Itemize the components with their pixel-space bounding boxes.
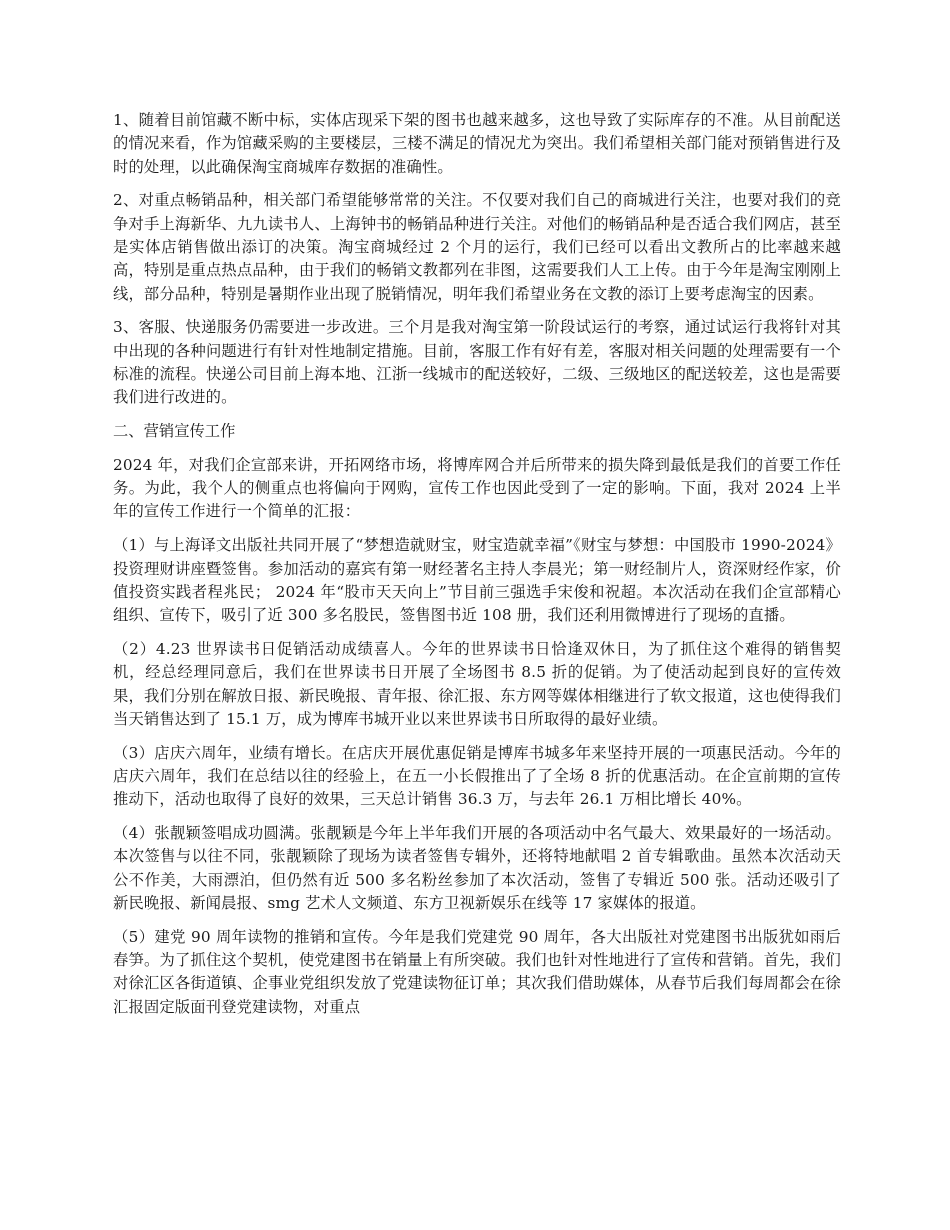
paragraph-item-3-anniversary: （3）店庆六周年，业绩有增长。在店庆开展优惠促销是博库书城多年来坚持开展的一项惠民活动。今年的店庆六周年，我们在总结以往的经验上，在五一小长假推出了了全场 8 折的优惠活动。在企宣前期的宣传推动下，活动也取得了良好的效果，三天总计销售 36.3 万，与去年 26.1 万相比增长 40%。: [113, 743, 841, 809]
paragraph-item-1-finance-lecture: （1）与上海译文出版社共同开展了“梦想造就财宝，财宝造就幸福”《财宝与梦想：中国股市 1990-2024》投资理财讲座暨签售。参加活动的嘉宾有第一财经著名主持人李晨光；第一财经制片人，资深财经作家，价值投资实践者程兆民； 2024 年“股市天天向上”节目前三强选手宋俊和祝超。本次活动在我们企宣部精心组织、宣传下，吸引了近 300 多名股民，签售图书近 108 册，我们还利用微博进行了现场的直播。: [113, 536, 841, 625]
paragraph-service-improvement: 3、客服、快递服务仍需要进一步改进。三个月是我对淘宝第一阶段试运行的考察，通过试运行我将针对其中出现的各种问题进行有针对性地制定措施。目前，客服工作有好有差，客服对相关问题的处理需要有一个标准的流程。快递公司目前上海本地、江浙一线城市的配送较好，二级、三级地区的配送较差，这也是需要我们进行改进的。: [113, 318, 841, 407]
paragraph-library-inventory: 1、随着目前馆藏不断中标，实体店现采下架的图书也越来越多，这也导致了实际库存的不准。从目前配送的情况来看，作为馆藏采购的主要楼层，三楼不满足的情况尤为突出。我们希望相关部门能对预销售进行及时的处理，以此确保淘宝商城库存数据的准确性。: [113, 111, 841, 176]
document-body: [113, 109, 841, 1029]
paragraph-item-4-signing-event: （4）张靓颖签唱成功圆满。张靓颖是今年上半年我们开展的各项活动中名气最大、效果最好的一场活动。本次签售与以往不同，张靓颖除了现场为读者签售专辑外，还将特地献唱 2 首专辑歌曲。虽然本次活动天公不作美，大雨漂泊，但仍然有近 500 多名粉丝参加了本次活动，签售了专辑近 500 张。活动还吸引了新民晚报、新闻晨报、smg 艺术人文频道、东方卫视新娱乐在线等 17 家媒体的报道。: [113, 824, 841, 912]
paragraph-item-5-party-books: （5）建党 90 周年读物的推销和宣传。今年是我们党建党 90 周年，各大出版社对党建图书出版犹如雨后春笋。为了抓住这个契机，使党建图书在销量上有所突破。我们也针对性地进行了宣传和营销。首先，我们对徐汇区各街道镇、企事业党组织发放了党建读物征订单；其次我们借助媒体，从春节后我们每周都会在徐汇报固定版面刊登党建读物，对重点: [113, 927, 841, 1016]
paragraph-bestseller-attention: 2、对重点畅销品种，相关部门希望能够常常的关注。不仅要对我们自己的商城进行关注，也要对我们的竞争对手上海新华、九九读书人、上海钟书的畅销品种进行关注。对他们的畅销品种是否适合我们网店，甚至是实体店销售做出添订的决策。淘宝商城经过 2 个月的运行，我们已经可以看出文教所占的比率越来越高，特别是重点热点品种，由于我们的畅销文教都列在非图，这需要我们人工上传。由于今年是淘宝刚刚上线，部分品种，特别是暑期作业出现了脱销情况，明年我们希望业务在文教的添订上要考虑淘宝的因素。: [113, 191, 841, 303]
section-heading-marketing: 二、营销宣传工作: [113, 422, 236, 441]
paragraph-item-2-world-book-day: （2）4.23 世界读书日促销活动成绩喜人。今年的世界读书日恰逢双休日，为了抓住这个难得的销售契机，经总经理同意后，我们在世界读书日开展了全场图书 8.5 折的促销。为了使活动起到良好的宣传效果，我们分别在解放日报、新民晚报、青年报、徐汇报、东方网等媒体相继进行了软文报道，这也使得我们当天销售达到了 15.1 万，成为博库书城开业以来世界读书日所取得的最好业绩。: [113, 639, 841, 728]
paragraph-marketing-intro: 2024 年，对我们企宣部来讲，开拓网络市场，将博库网合并后所带来的损失降到最低是我们的首要工作任务。为此，我个人的侧重点也将偏向于网购，宣传工作也因此受到了一定的影响。下面，我对 2024 上半年的宣传工作进行一个简单的汇报：: [113, 455, 841, 521]
